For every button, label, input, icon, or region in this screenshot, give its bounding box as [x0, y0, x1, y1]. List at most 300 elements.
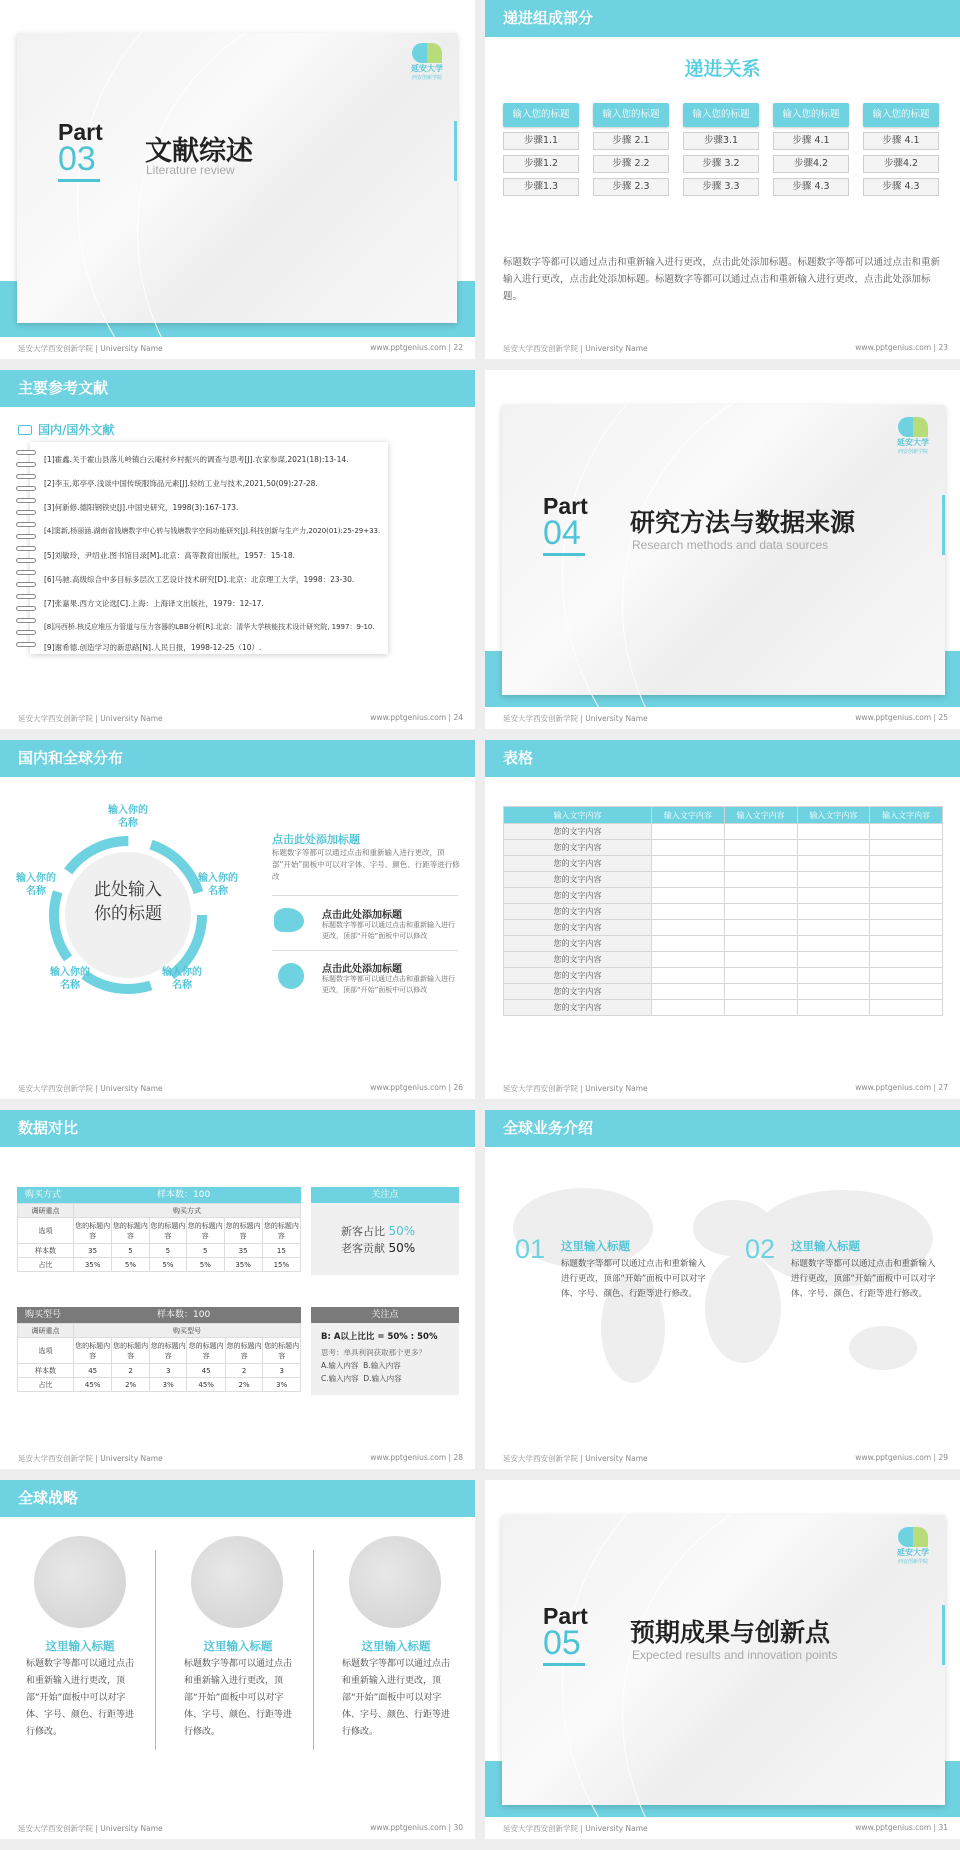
item-title: 点击此处添加标题: [322, 910, 402, 921]
item-title: 这里输入标题: [791, 1239, 860, 1253]
table-row: [504, 920, 943, 936]
logo-line-2: 西安创新学院: [411, 75, 442, 81]
cell: 购买型号: [74, 1324, 301, 1338]
footer-right: [855, 1823, 948, 1832]
page-number: | 25: [933, 713, 948, 722]
table-cell[interactable]: [797, 968, 870, 984]
binder-ring-icon: [16, 450, 36, 455]
binder-ring-icon: [16, 510, 36, 515]
item-number: 02: [745, 1234, 776, 1264]
slide-29[interactable]: [485, 1110, 960, 1469]
table-cell[interactable]: [724, 1000, 797, 1016]
slide-footer: [0, 335, 475, 359]
compare-table-2: [17, 1323, 301, 1392]
slide-28[interactable]: [0, 1110, 475, 1469]
slide-25[interactable]: [485, 370, 960, 729]
table-cell[interactable]: [652, 872, 725, 888]
logo-line-1: 延安大学: [897, 1548, 929, 1557]
step-item[interactable]: 步骤 4.1: [773, 132, 849, 150]
table-cell[interactable]: [797, 984, 870, 1000]
item-text: 标题数字等都可以通过点击和重新输入进行更改，顶部“开始”面板中可以对字体、字号、颜色、行距等进行修改。: [791, 1259, 936, 1299]
cell: 您的标题内容: [74, 1218, 112, 1244]
focus-ratio: B: A以上比比 = 50% : 50%: [321, 1332, 438, 1342]
footer-url: www.pptgenius.com: [855, 1083, 932, 1092]
cell: 5: [149, 1244, 186, 1258]
part-word: Part: [58, 119, 103, 145]
binder-ring-icon: [16, 630, 36, 635]
footer-left: 延安大学西安创新学院 | University Name: [503, 1084, 648, 1093]
reference-item: [5]刘敏玲，尹绍业.图书馆目录[M].北京：高等教育出版社，1957：15-18.: [44, 551, 295, 560]
part-number: 03: [58, 140, 96, 178]
table-cell[interactable]: [797, 856, 870, 872]
footer-url: www.pptgenius.com: [370, 713, 447, 722]
table-row-label: 您的文字内容: [504, 824, 652, 840]
page-number: | 28: [448, 1453, 463, 1462]
footer-left: 延安大学西安创新学院 | University Name: [503, 344, 648, 353]
table-header-cell: 输入文字内容: [652, 807, 725, 824]
cell: 您的标题内容: [112, 1218, 149, 1244]
references-notebook: [30, 442, 388, 654]
cycle-label: 输入你的名称: [16, 873, 56, 897]
data-table: [503, 806, 943, 1016]
divider: [313, 1550, 314, 1750]
cell: 5: [112, 1244, 149, 1258]
cell: 2%: [112, 1378, 150, 1392]
step-item[interactable]: 步骤 2.3: [593, 178, 669, 196]
table-header-cell: 输入文字内容: [504, 807, 652, 824]
compare-table-sample: 样本数：100: [157, 1190, 211, 1200]
slide-header: 全球战略: [0, 1480, 475, 1517]
slide-23[interactable]: [485, 0, 960, 359]
focus-box-1: [311, 1203, 459, 1275]
section-title-zh: 文献综述: [145, 136, 253, 167]
binder-ring-icon: [16, 522, 36, 527]
strategy-title: 这里输入标题: [45, 1639, 115, 1653]
slide-header: 递进组成部分: [485, 0, 960, 37]
table-row: [504, 936, 943, 952]
binder-ring-icon: [16, 474, 36, 479]
cell: 35: [74, 1244, 112, 1258]
cell: 占比: [18, 1258, 74, 1272]
page-number: | 22: [448, 343, 463, 352]
binder-ring-icon: [16, 462, 36, 467]
globe-icon: [34, 1536, 126, 1628]
section-title-zh: 预期成果与创新点: [630, 1618, 831, 1647]
table-cell[interactable]: [870, 984, 943, 1000]
reference-item: [8]冯西桥.核反应堆压力管道与压力容器的LBB分析[R].北京：清华大学核能技术设计研究院, 1997：9-10.: [44, 623, 375, 631]
item-text: 标题数字等都可以通过点击和重新输入进行更改，顶部“开始”面板中可以对字体、字号、颜色、行距等进行修改。: [561, 1259, 706, 1299]
table-cell[interactable]: [870, 856, 943, 872]
reference-item: [2]李玉,郑亭亭.浅谈中国传统服饰品元素[J].轻纺工业与技术,2021,50(09):27-28.: [44, 479, 318, 488]
step-item[interactable]: 步骤1.3: [503, 178, 579, 196]
step-item[interactable]: 步骤4.2: [863, 155, 939, 173]
table-cell[interactable]: [724, 936, 797, 952]
step-item[interactable]: 步骤1.1: [503, 132, 579, 150]
compare-table-sample: 样本数：100: [157, 1310, 211, 1320]
table-header-cell: 输入文字内容: [870, 807, 943, 824]
cell: 35: [224, 1244, 262, 1258]
footer-url: www.pptgenius.com: [370, 1083, 447, 1092]
focus-option: A.输入内容: [321, 1361, 359, 1370]
table-row: [504, 1000, 943, 1016]
footer-right: [370, 1823, 463, 1832]
step-item[interactable]: 步骤 3.2: [683, 155, 759, 173]
binder-ring-icon: [16, 486, 36, 491]
step-item[interactable]: 步骤 4.3: [773, 178, 849, 196]
table-cell[interactable]: [724, 984, 797, 1000]
table-cell[interactable]: [797, 872, 870, 888]
strategy-text: 标题数字等都可以通过点击和重新输入进行更改，顶部“开始”面板中可以对字体、字号、颜色、行距等进行修改。: [342, 1659, 451, 1737]
step-item[interactable]: 步骤 2.1: [593, 132, 669, 150]
cell: 5%: [112, 1258, 149, 1272]
slide-31[interactable]: [485, 1480, 960, 1839]
logo-mark-icon: [412, 43, 442, 63]
logo-mark-icon: [898, 1527, 928, 1547]
slide-footer: [485, 1075, 960, 1099]
cell: 3%: [263, 1378, 301, 1392]
reference-item: [6]马驰.高级综合中多目标多层次工艺设计技术研究[D].北京：北京理工大学，1998：23-30.: [44, 575, 355, 584]
table-cell[interactable]: [870, 920, 943, 936]
cell: 2: [225, 1364, 263, 1378]
item-title: 这里输入标题: [561, 1239, 630, 1253]
table-row-label: 您的文字内容: [504, 936, 652, 952]
cell: 15: [262, 1244, 300, 1258]
cell: 5%: [187, 1258, 224, 1272]
footer-right: [855, 713, 948, 722]
slide-27[interactable]: [485, 740, 960, 1099]
table-row-label: 您的文字内容: [504, 984, 652, 1000]
table-row: [504, 952, 943, 968]
cycle-label: 输入你的名称: [50, 967, 90, 991]
focus-value: 50%: [388, 1241, 416, 1255]
book-icon: [18, 425, 32, 435]
slide-footer: [485, 1445, 960, 1469]
slide-footer: [0, 1075, 475, 1099]
section-title-en: Research methods and data sources: [632, 538, 829, 552]
table-cell[interactable]: [652, 936, 725, 952]
table-row: [504, 968, 943, 984]
cell: 2: [112, 1364, 150, 1378]
compare-table-title: 购买方式: [25, 1190, 62, 1200]
binder-ring-icon: [16, 618, 36, 623]
logo-line-2: 西安创新学院: [897, 1559, 928, 1565]
table-cell[interactable]: [724, 856, 797, 872]
reference-item: [3]何新修.德阳钢铁史[J].中国史研究，1998(3):167-173.: [44, 503, 239, 512]
cell: 您的标题内容: [187, 1218, 224, 1244]
globe-icon: [191, 1536, 283, 1628]
table-row-label: 您的文字内容: [504, 1000, 652, 1016]
main-text: 标题数字等都可以通过点击和重新输入进行更改，顶部“开始”面板中可以对字体、字号、颜色、行距等进行修改: [272, 848, 460, 881]
item-text: 标题数字等都可以通过点击和重新输入进行更改，顶部“开始”面板中可以修改: [322, 975, 455, 994]
logo-line-1: 延安大学: [411, 64, 443, 73]
table-cell[interactable]: [652, 984, 725, 1000]
step-column: [503, 103, 579, 196]
reference-item: [1]霍鑫.关于霍山县落儿岭镇白云庵村乡村振兴的调查与思考[J].农家参谋,2021(18):13-14.: [44, 455, 349, 464]
table-cell[interactable]: [870, 952, 943, 968]
divider: [272, 895, 458, 896]
accent-bar: [942, 1605, 945, 1665]
strategy-text: 标题数字等都可以通过点击和重新输入进行更改，顶部“开始”面板中可以对字体、字号、颜色、行距等进行修改。: [26, 1659, 135, 1737]
part-underline: [543, 1663, 585, 1666]
table-cell[interactable]: [724, 968, 797, 984]
binder-ring-icon: [16, 582, 36, 587]
cell: 45: [74, 1364, 112, 1378]
table-row-label: 您的文字内容: [504, 840, 652, 856]
cell: 样本数: [18, 1244, 74, 1258]
cell: 45%: [74, 1378, 112, 1392]
cell: 购买方式: [74, 1204, 301, 1218]
step-column-head[interactable]: 输入您的标题: [593, 103, 669, 127]
footer-url: www.pptgenius.com: [855, 1453, 932, 1462]
compare-table-title: 购买型号: [25, 1310, 62, 1320]
cell: 2%: [225, 1378, 263, 1392]
binder-ring-icon: [16, 642, 36, 647]
focus-option: C.输入内容: [321, 1374, 359, 1383]
table-cell[interactable]: [870, 968, 943, 984]
footer-url: www.pptgenius.com: [855, 713, 932, 722]
table-cell[interactable]: [724, 920, 797, 936]
binder-ring-icon: [16, 594, 36, 599]
table-row: [504, 872, 943, 888]
focus-option: D.输入内容: [363, 1374, 402, 1383]
table-cell[interactable]: [652, 824, 725, 840]
university-logo: [891, 1527, 935, 1565]
slide-footer: [485, 1815, 960, 1839]
footer-url: www.pptgenius.com: [370, 1453, 447, 1462]
step-item[interactable]: 步骤4.2: [773, 155, 849, 173]
table-row: [504, 856, 943, 872]
focus-head: 关注点: [311, 1187, 459, 1203]
footer-right: [855, 1083, 948, 1092]
table-cell[interactable]: [724, 904, 797, 920]
cycle-label: 输入你的名称: [198, 873, 238, 897]
table-cell[interactable]: [797, 824, 870, 840]
table-cell[interactable]: [724, 840, 797, 856]
footer-left: 延安大学西安创新学院 | University Name: [18, 1084, 163, 1093]
reference-item: [4]窦新,杨丽涵.湖南省钱塘数字中心转与钱塘数字空间功能研究[J].科技创新与生产力,2020(01):25-29+33.: [44, 527, 381, 535]
part-underline: [543, 553, 585, 556]
university-logo: [405, 43, 449, 81]
table-cell[interactable]: [652, 968, 725, 984]
references-subtitle: [18, 421, 114, 438]
table-cell[interactable]: [724, 952, 797, 968]
step-column-head[interactable]: 输入您的标题: [773, 103, 849, 127]
part-number: 04: [543, 514, 581, 552]
cell: 您的标题内容: [187, 1338, 225, 1364]
table-row: [504, 824, 943, 840]
footer-url: www.pptgenius.com: [855, 343, 932, 352]
table-cell[interactable]: [652, 920, 725, 936]
part-underline: [58, 179, 100, 182]
table-row-label: 您的文字内容: [504, 888, 652, 904]
section-title-en: Literature review: [146, 163, 235, 177]
table-cell[interactable]: [797, 936, 870, 952]
part-word: Part: [543, 493, 588, 519]
compare-table-1: [17, 1203, 301, 1272]
page-number: | 26: [448, 1083, 463, 1092]
step-item[interactable]: 步骤1.2: [503, 155, 579, 173]
step-column-head[interactable]: 输入您的标题: [683, 103, 759, 127]
table-cell[interactable]: [724, 824, 797, 840]
strategy-text: 标题数字等都可以通过点击和重新输入进行更改，顶部“开始”面板中可以对字体、字号、颜色、行距等进行修改。: [184, 1659, 293, 1737]
focus-value: 50%: [388, 1224, 416, 1238]
footer-url: www.pptgenius.com: [370, 1823, 447, 1832]
step-column: [593, 103, 669, 196]
section-title-en: Expected results and innovation points: [632, 1648, 838, 1662]
item-text: 标题数字等都可以通过点击和重新输入进行更改，顶部“开始”面板中可以修改: [322, 921, 455, 940]
table-row-label: 您的文字内容: [504, 920, 652, 936]
table-cell[interactable]: [797, 952, 870, 968]
binder-ring-icon: [16, 606, 36, 611]
table-cell[interactable]: [652, 1000, 725, 1016]
cell: 3: [263, 1364, 301, 1378]
table-row: [504, 904, 943, 920]
compare-table-1-head: [17, 1187, 301, 1203]
slide-22[interactable]: [0, 0, 475, 359]
slide-30[interactable]: [0, 1480, 475, 1839]
item-title: 点击此处添加标题: [322, 964, 402, 975]
slide-footer: [0, 1815, 475, 1839]
university-logo: [891, 417, 935, 455]
table-cell[interactable]: [652, 856, 725, 872]
table-header-row: [504, 807, 943, 824]
step-column-head[interactable]: 输入您的标题: [503, 103, 579, 127]
table-cell[interactable]: [652, 888, 725, 904]
cell: 35%: [224, 1258, 262, 1272]
cell: 调研重点: [18, 1324, 74, 1338]
table-cell[interactable]: [870, 904, 943, 920]
cycle-label: 输入你的名称: [108, 805, 148, 829]
page-number: | 31: [933, 1823, 948, 1832]
binder-ring-icon: [16, 534, 36, 539]
main-title: 点击此处添加标题: [272, 833, 360, 846]
footer-left: 延安大学西安创新学院 | University Name: [503, 1824, 648, 1833]
cell: 45%: [187, 1378, 225, 1392]
step-column: [863, 103, 939, 196]
footer-left: 延安大学西安创新学院 | University Name: [18, 344, 163, 353]
table-row: [504, 840, 943, 856]
focus-label: 老客贡献: [341, 1242, 385, 1255]
step-item[interactable]: 步骤 4.1: [863, 132, 939, 150]
table-cell[interactable]: [870, 872, 943, 888]
slide-footer: [485, 705, 960, 729]
step-item[interactable]: 步骤 4.3: [863, 178, 939, 196]
cycle-center-title: 此处输入你的标题: [94, 880, 162, 924]
table-cell[interactable]: [797, 904, 870, 920]
footer-right: [370, 1083, 463, 1092]
table-cell[interactable]: [652, 840, 725, 856]
cell: 35%: [74, 1258, 112, 1272]
logo-mark-icon: [898, 417, 928, 437]
step-column: [773, 103, 849, 196]
table-cell[interactable]: [797, 1000, 870, 1016]
table-cell[interactable]: [724, 888, 797, 904]
body-paragraph: 标题数字等都可以通过点击和重新输入进行更改，点击此处添加标题。标题数字等都可以通过点击和重新输入进行更改，点击此处添加标题。标题数字等都可以通过点击和重新输入进行更改，点击此处添加标题。: [503, 257, 941, 302]
slide-footer: [485, 335, 960, 359]
divider: [272, 950, 458, 951]
footer-right: [370, 713, 463, 722]
cell: 选项: [18, 1338, 74, 1364]
table-cell[interactable]: [870, 1000, 943, 1016]
cover-card: [17, 33, 457, 323]
table-cell[interactable]: [797, 888, 870, 904]
cell: 您的标题内容: [263, 1338, 301, 1364]
footer-url: www.pptgenius.com: [370, 343, 447, 352]
slide-26[interactable]: [0, 740, 475, 1099]
table-row-label: 您的文字内容: [504, 856, 652, 872]
cell: 5: [187, 1244, 224, 1258]
strategy-title: 这里输入标题: [361, 1639, 431, 1653]
table-cell[interactable]: [870, 824, 943, 840]
table-cell[interactable]: [870, 840, 943, 856]
binder-ring-icon: [16, 558, 36, 563]
section-title-zh: 研究方法与数据来源: [630, 508, 856, 537]
step-column-head[interactable]: 输入您的标题: [863, 103, 939, 127]
divider: [155, 1550, 156, 1750]
table-header-cell: 输入文字内容: [724, 807, 797, 824]
cell: 选项: [18, 1218, 74, 1244]
table-cell[interactable]: [797, 920, 870, 936]
cell: 3%: [149, 1378, 187, 1392]
page-number: | 24: [448, 713, 463, 722]
page-number: | 23: [933, 343, 948, 352]
accent-bar: [942, 495, 945, 555]
footer-right: [855, 343, 948, 352]
table-cell[interactable]: [870, 888, 943, 904]
logo-line-1: 延安大学: [897, 438, 929, 447]
table-row: [504, 984, 943, 1000]
table-cell[interactable]: [797, 840, 870, 856]
cover-card: [502, 405, 945, 695]
footer-left: 延安大学西安创新学院 | University Name: [18, 1454, 163, 1463]
cell: 占比: [18, 1378, 74, 1392]
cell: 您的标题内容: [224, 1218, 262, 1244]
footer-left: 延安大学西安创新学院 | University Name: [18, 1824, 163, 1833]
reference-item: [7]张嘉果.西方文论选[C].上海：上海译文出版社，1979：12-17.: [44, 599, 264, 608]
focus-label: 新客占比: [341, 1225, 385, 1238]
reference-item: [9]谢希德.创造学习的新思路[N].人民日报，1998-12-25（10）.: [44, 643, 262, 652]
table-cell[interactable]: [724, 872, 797, 888]
cell: 您的标题内容: [112, 1338, 150, 1364]
cell: 15%: [262, 1258, 300, 1272]
step-item[interactable]: 步骤3.1: [683, 132, 759, 150]
part-number: 05: [543, 1624, 581, 1662]
step-item[interactable]: 步骤 2.2: [593, 155, 669, 173]
step-item[interactable]: 步骤 3.3: [683, 178, 759, 196]
part-word: Part: [543, 1603, 588, 1629]
cell: 3: [149, 1364, 187, 1378]
table-row: [504, 888, 943, 904]
cell: 调研重点: [18, 1204, 74, 1218]
table-header-cell: 输入文字内容: [797, 807, 870, 824]
cell: 您的标题内容: [74, 1338, 112, 1364]
strategy-title: 这里输入标题: [203, 1639, 273, 1653]
table-cell[interactable]: [652, 952, 725, 968]
slide-24[interactable]: [0, 370, 475, 729]
page-number: | 29: [933, 1453, 948, 1462]
binder-ring-icon: [16, 570, 36, 575]
item-number: 01: [515, 1234, 546, 1264]
footer-left: 延安大学西安创新学院 | University Name: [503, 714, 648, 723]
slide-footer: [0, 705, 475, 729]
table-cell[interactable]: [870, 936, 943, 952]
page-number: | 30: [448, 1823, 463, 1832]
table-row-label: 您的文字内容: [504, 904, 652, 920]
table-cell[interactable]: [652, 904, 725, 920]
references-subtitle-text: 国内/国外文献: [38, 423, 115, 437]
step-column: [683, 103, 759, 196]
slide-footer: [0, 1445, 475, 1469]
